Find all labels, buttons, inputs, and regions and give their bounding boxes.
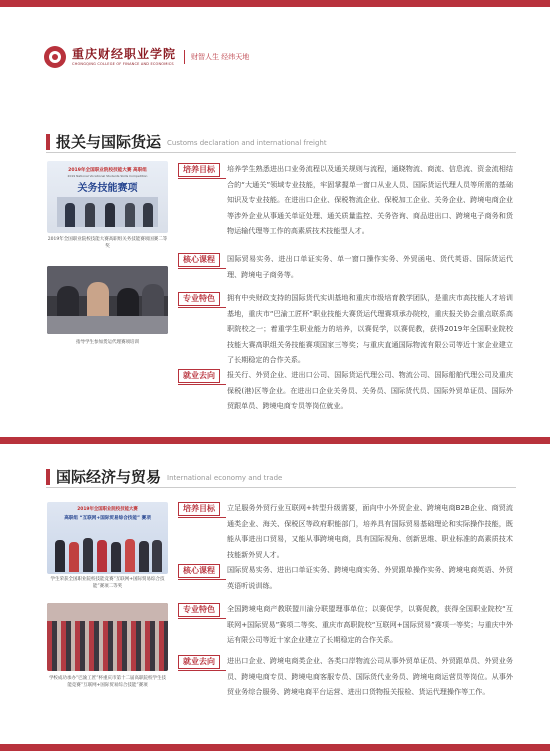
school-name: 重庆财经职业学院 (72, 47, 177, 61)
page-header (44, 44, 249, 70)
section-title-en: International economy and trade (167, 474, 283, 482)
tag-core-courses: 核心课程 (178, 253, 220, 267)
section-title-cn: 国际经济与贸易 (56, 468, 162, 486)
photo-banner-main: 关务技能赛项 (77, 183, 138, 194)
photo-caption: 指导学生参加货运代理赛项培训 (76, 340, 139, 345)
text-training-goal: 立足服务外贸行业互联网+转型升级需要，面向中小外贸企业、跨境电商B2B企业、商贸流通类企业、海关、保税区等政府职能部门，培养具有国际贸易基础理论和实际操作技能，既能从事进出口贸易，又能从事跨境电商，具有国际视角、创新思维、职业标准的高素质技术技能新外贸人才。 (227, 503, 513, 559)
bottom-accent-band (0, 744, 550, 751)
tag-employment: 就业去向 (178, 655, 220, 669)
section-title-cn: 报关与国际货运 (56, 133, 162, 151)
photo-group-figures (51, 532, 164, 572)
text-training-goal: 培养学生熟悉进出口业务流程以及通关规则与流程，通晓物流、商流、信息流、资金流相结合的“大通关”领域专业技能，牢固掌握单一窗口从业人员、国际货运代理人员等所需的基础知识及专业技能。在进出口企业、保税物流企业、保税加工企业、关务企业、跨境电商企业等涉外企业从事通关单证处理、通关质量监控、关务咨询、商品进出口、跨境电子商务和货物运输代理等工作的高素质技术技能型人才。 (227, 164, 513, 235)
section-divider (46, 152, 516, 153)
tag-core-courses: 核心课程 (178, 564, 220, 578)
section-title-trade (46, 466, 282, 487)
photo-trade-competition (47, 502, 168, 574)
top-accent-band (0, 0, 550, 7)
photo-customs-competition (47, 161, 168, 233)
header-divider (184, 50, 185, 64)
section-title-en: Customs declaration and international freight (167, 139, 327, 147)
school-name-en: CHONGQING COLLEGE OF FINANCE AND ECONOMICS (72, 62, 174, 66)
tag-features: 专业特色 (178, 603, 220, 617)
text-features: 全国跨境电商产教联盟川渝分联盟理事单位；以赛促学，以赛促教，获得全国职业院校“互联网+国际贸易”赛项二等奖、重庆市高职院校“互联网+国际贸易”赛项一等奖；与重庆中外运有限公司等近十家企业建立了长期稳定的合作关系。 (227, 604, 513, 644)
photo-stage-figures (57, 197, 158, 227)
section-divider (46, 487, 516, 488)
text-features: 拥有中央财政支持的国际货代实训基地和重庆市级培育教学团队，是重庆市高技能人才培训基地，重庆市“巴渝工匠杯”职业技能大赛货运代理赛项承办院校，重庆报关协会重点联系高职院校之一；着重学生职业能力的培养，以赛促学，以赛促教，获得2019年全国职业院校技能大赛高职组关务技能赛项国家三等奖；与重庆直通国际物流有限公司等近十家企业建立了长期稳定的合作关系。 (227, 293, 513, 364)
title-accent-bar (46, 469, 50, 485)
text-core-courses: 国际贸易实务、进出口单证实务、单一窗口操作实务、外贸函电、货代英语、国际货运代理、跨境电子商务等。 (227, 254, 513, 279)
photo-caption: 学生荣获全国职业院校技能竞赛“互联网+国际贸易综合技能”赛项二等奖 (50, 577, 165, 589)
tag-features: 专业特色 (178, 292, 220, 306)
school-brand (72, 47, 176, 67)
photo-banner-main: 高职组 “互联网+国际贸易综合技能” 赛项 (64, 516, 151, 521)
photo-banner-sub: 2019 National Vocational Students Skills Competition (67, 174, 148, 178)
tag-training-goal: 培养目标 (178, 163, 220, 177)
photo-hosted-competition (47, 603, 168, 671)
photo-caption: 2019年全国职业院校技能大赛高职组关务技能赛项国赛二等奖 (47, 237, 168, 249)
photo-caption: 学校成功承办“巴渝工匠”杯重庆市第十二届高职院校学生技能竞赛“互联网+国际贸易综合技能”赛项 (48, 676, 167, 688)
photo-banner-title: 2019年全国职业院校技能大赛 (77, 507, 138, 512)
text-employment: 报关行、外贸企业、进出口公司、国际货运代理公司、物流公司、国际船舶代理公司及重庆保税(港)区等企业。在进出口企业关务员、关务员、国际货代员、国际外贸单证员、国际外贸跟单员、跨境电商专员等岗位就业。 (227, 370, 513, 410)
middle-accent-band (0, 437, 550, 444)
photo-freight-training (47, 266, 168, 334)
tag-training-goal: 培养目标 (178, 502, 220, 516)
text-core-courses: 国际贸易实务、进出口单证实务、跨境电商实务、外贸跟单操作实务、跨境电商英语、外贸英语听说训练。 (227, 565, 513, 590)
school-logo-icon (44, 46, 66, 68)
photo-banner-title: 2019年全国职业院校技能大赛 高职组 (68, 168, 147, 173)
school-motto: 财智人生 经纬天地 (191, 53, 250, 61)
tag-employment: 就业去向 (178, 369, 220, 383)
title-accent-bar (46, 134, 50, 150)
section-title-customs (46, 131, 327, 152)
text-employment: 进出口企业、跨境电商类企业、各类口岸物流公司从事外贸单证员、外贸跟单员、外贸业务员、跨境电商专员、跨境电商客服专员、国际货代业务员、跨境电商运营员等岗位。从事外贸业务综合服务、跨境电商平台运营、进出口货物报关报检、货运代理操作等工作。 (227, 656, 513, 696)
